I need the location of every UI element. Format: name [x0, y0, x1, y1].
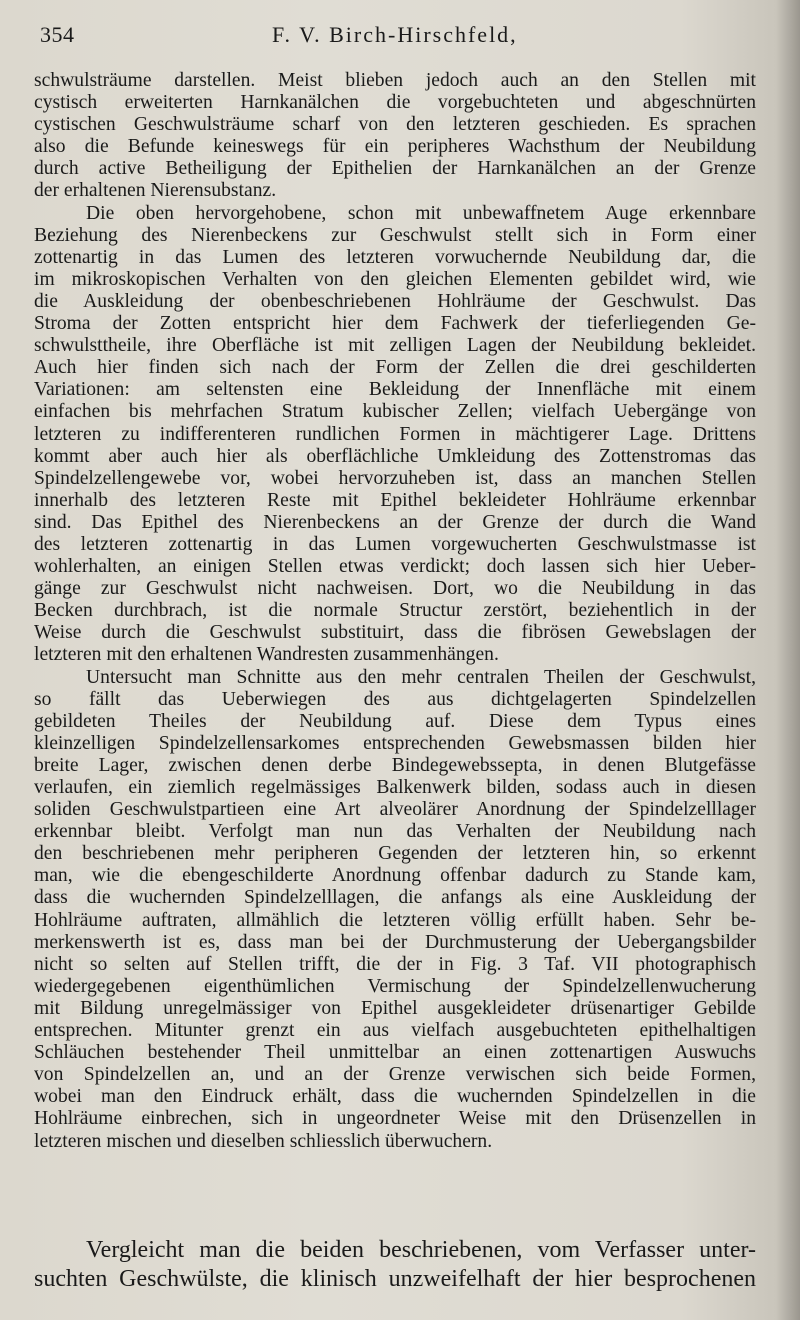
text-line: soliden Geschwulstpartieen eine Art alveolärer Anordnung der Spindelzelllager [34, 799, 756, 821]
text-line: Variationen: am seltensten eine Bekleidung der Innenfläche mit einem [34, 379, 756, 401]
text-line: gebildeten Theiles der Neubildung auf. Diese dem Typus eines [34, 710, 756, 732]
text-line: letzteren mischen und dieselben schliesslich überwuchern. [34, 1130, 493, 1152]
text-line: Becken durchbrach, ist die normale Structur zerstört, beziehentlich in der [34, 600, 756, 622]
text-line: Untersucht man Schnitte aus den mehr centralen Theilen der Geschwulst, [86, 666, 756, 688]
text-line: schwulsträume darstellen. Meist blieben jedoch auch an den Stellen mit [34, 70, 756, 91]
text-line: kommt aber auch hier als oberflächliche Umkleidung des Zottenstromas das [34, 445, 756, 467]
text-line: sind. Das Epithel des Nierenbeckens an der Grenze der durch die Wand [34, 511, 756, 533]
text-line: cystisch erweiterten Harnkanälchen die vorgebuchteten und abgeschnürten [34, 92, 756, 114]
text-line: suchten Geschwülste, die klinisch unzweifelhaft der hier besprochenen [34, 1266, 756, 1292]
text-line: wobei man den Eindruck erhält, dass die wuchernden Spindelzellen in die [34, 1086, 756, 1108]
text-line: den beschriebenen mehr peripheren Gegenden der letzteren hin, so erkennt [34, 843, 756, 865]
text-line: zottenartig in das Lumen des letzteren vorwuchernde Neubildung dar, die [34, 246, 756, 268]
text-line: verlaufen, ein ziemlich regelmässiges Balkenwerk bilden, sodass auch in diesen [34, 777, 756, 798]
text-line: man, wie die ebengeschilderte Anordnung offenbar dadurch zu Stande kam, [34, 865, 756, 887]
text-line: nicht so selten auf Stellen trifft, die der in Fig. 3 Taf. VII photographisch [34, 953, 756, 975]
text-line: die Auskleidung der obenbeschriebenen Hohlräume der Geschwulst. Das [34, 290, 756, 312]
text-line: innerhalb des letzteren Reste mit Epithel bekleideter Hohlräume erkennbar [34, 489, 756, 511]
text-line: Auch hier finden sich nach der Form der Zellen die drei geschilderten [34, 357, 756, 379]
text-line: durch active Betheiligung der Epithelien der Harnkanälchen an der Grenze [34, 158, 756, 180]
text-line: einfachen bis mehrfachen Stratum kubischer Zellen; vielfach Uebergänge von [34, 401, 756, 423]
text-line: cystischen Geschwulsträume scharf von den letzteren geschieden. Es sprachen [34, 114, 756, 136]
text-line: letzteren mit den erhaltenen Wandresten zusammenhängen. [34, 644, 499, 666]
text-line: im mikroskopischen Verhalten von den gleichen Elementen gebildet wird, wie [34, 268, 756, 290]
text-line: Weise durch die Geschwulst substituirt, dass die fibrösen Gewebslagen der [34, 622, 756, 644]
text-line: von Spindelzellen an, und an der Grenze verwischen sich beide Formen, [34, 1064, 756, 1086]
text-line: merkenswerth ist es, dass man bei der Durchmusterung der Uebergangsbilder [34, 931, 756, 953]
text-line: Die oben hervorgehobene, schon mit unbewaffnetem Auge erkennbare [86, 202, 756, 224]
text-line: wohlerhalten, an einigen Stellen etwas verdickt; doch lassen sich hier Ueber- [34, 556, 756, 578]
text-line: dass die wuchernden Spindelzelllagen, die anfangs als eine Auskleidung der [34, 887, 756, 909]
text-line: letzteren zu indifferenteren rundlichen Formen in mächtigerer Lage. Drittens [34, 423, 756, 445]
text-line: Stroma der Zotten entspricht hier dem Fachwerk der tieferliegenden Ge- [34, 313, 756, 335]
text-line: wiedergegebenen eigenthümlichen Vermischung der Spindelzellenwucherung [34, 975, 756, 997]
text-line: also die Befunde keineswegs für ein peripheres Wachsthum der Neubildung [34, 136, 756, 158]
text-line: gänge zur Geschwulst nicht nachweisen. Dort, wo die Neubildung in das [34, 578, 756, 600]
page-number: 354 [40, 22, 75, 47]
text-line: Hohlräume auftraten, allmählich die letzteren völlig erfüllt haben. Sehr be- [34, 909, 756, 931]
text-line: des letzteren zottenartig in das Lumen vorgewucherten Geschwulstmasse ist [34, 533, 756, 555]
text-line: Hohlräume einbrechen, sich in ungeordneter Weise mit den Drüsenzellen in [34, 1108, 756, 1130]
text-line: Spindelzellengewebe vor, wobei hervorzuheben ist, dass an manchen Stellen [34, 467, 756, 489]
running-title: F. V. Birch-Hirschfeld, [272, 22, 518, 47]
text-line: mit Bildung unregelmässiger von Epithel ausgekleideter drüsenartiger Gebilde [34, 997, 756, 1019]
body-text [34, 70, 756, 1153]
page-header [40, 22, 760, 52]
text-line: schwulsttheile, ihre Oberfläche ist mit zelligen Lagen der Neubildung bekleidet. [34, 335, 756, 357]
text-line: Vergleicht man die beiden beschriebenen, vom Verfasser unter- [86, 1237, 756, 1263]
text-line: Beziehung des Nierenbeckens zur Geschwulst stellt sich in Form einer [34, 224, 756, 246]
text-line: Schläuchen bestehender Theil unmittelbar an einen zottenartigen Auswuchs [34, 1042, 756, 1064]
text-line: breite Lager, zwischen denen derbe Bindegewebssepta, in denen Blutgefässe [34, 754, 756, 776]
text-line: der erhaltenen Nierensubstanz. [34, 180, 277, 202]
next-section-text [34, 1236, 756, 1294]
text-line: erkennbar bleibt. Verfolgt man nun das Verhalten der Neubildung nach [34, 821, 756, 843]
text-line: entsprechen. Mitunter grenzt ein aus vielfach ausgebuchteten epithelhaltigen [34, 1020, 756, 1042]
text-line: so fällt das Ueberwiegen des aus dichtgelagerten Spindelzellen [34, 688, 756, 710]
text-line: kleinzelligen Spindelzellensarkomes entsprechenden Gewebsmassen bilden hier [34, 732, 756, 754]
